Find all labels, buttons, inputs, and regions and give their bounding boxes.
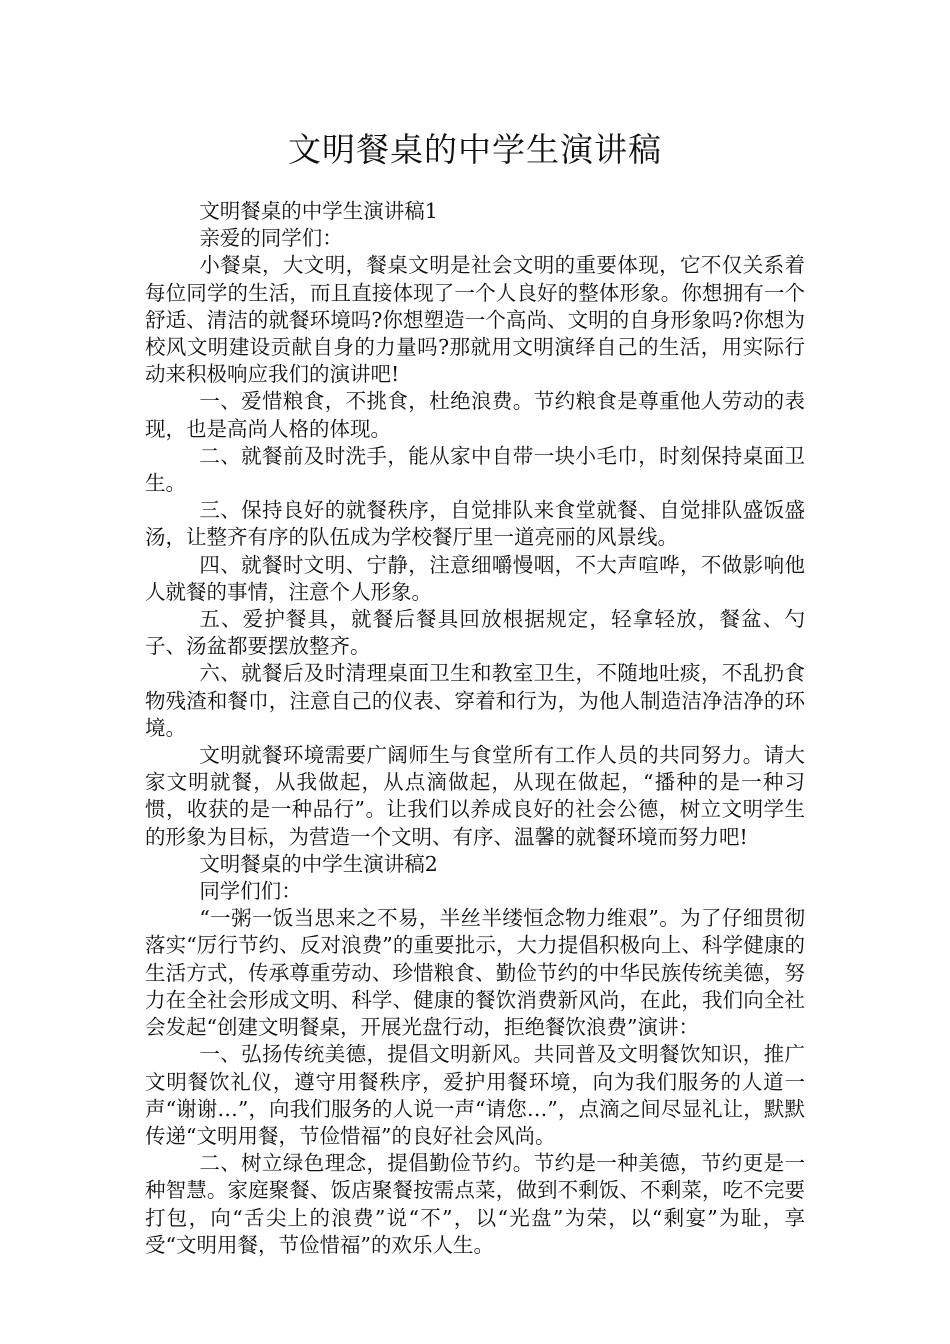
- speech-1-conclusion: 文明就餐环境需要广阔师生与食堂所有工作人员的共同努力。请大家文明就餐，从我做起，从点滴做起，从现在做起，“播种的是一种习惯，收获的是一种品行”。让我们以养成良好的社会公德，树立文明学生的形象为目标，为营造一个文明、有序、温馨的就餐环境而努力吧!: [145, 743, 805, 849]
- speech-1-point-5: 五、爱护餐具，就餐后餐具回放根据规定，轻拿轻放，餐盆、勺子、汤盆都要摆放整齐。: [145, 607, 805, 659]
- speech-1-intro-paragraph: 小餐桌，大文明，餐桌文明是社会文明的重要体现，它不仅关系着每位同学的生活，而且直接体现了一个人良好的整体形象。你想拥有一个舒适、清洁的就餐环境吗?你想塑造一个高尚、文明的自身形象吗?你想为校风文明建设贡献自身的力量吗?那就用文明演绎自己的生活，用实际行动来积极响应我们的演讲吧!: [145, 253, 805, 387]
- speech-1-point-3: 三、保持良好的就餐秩序，自觉排队来食堂就餐、自觉排队盛饭盛汤，让整齐有序的队伍成为学校餐厅里一道亮丽的风景线。: [145, 498, 805, 550]
- speech-2-salutation: 同学们们：: [199, 879, 302, 904]
- speech-1-point-4: 四、就餐时文明、宁静，注意细嚼慢咽，不大声喧哗，不做影响他人就餐的事情，注意个人形象。: [145, 552, 805, 604]
- speech-1-salutation: 亲爱的同学们：: [199, 226, 343, 251]
- document-body: [145, 198, 805, 1259]
- speech-2-heading: 文明餐桌的中学生演讲稿2: [199, 851, 438, 876]
- speech-2-intro-paragraph: “一粥一饭当思来之不易，半丝半缕恒念物力维艰”。为了仔细贯彻落实“厉行节约、反对浪费”的重要批示，大力提倡积极向上、科学健康的生活方式，传承尊重劳动、珍惜粮食、勤俭节约的中华民族传统美德，努力在全社会形成文明、科学、健康的餐饮消费新风尚，在此，我们向全社会发起“创建文明餐桌，开展光盘行动，拒绝餐饮浪费”演讲：: [145, 906, 805, 1040]
- document-title: 文明餐桌的中学生演讲稿: [288, 130, 662, 169]
- speech-2-point-1: 一、弘扬传统美德，提倡文明新风。共同普及文明餐饮知识，推广文明餐饮礼仪，遵守用餐秩序，爱护用餐环境，向为我们服务的人道一声“谢谢…”，向我们服务的人说一声“请您…”，点滴之间尽显礼让，默默传递“文明用餐，节俭惜福”的良好社会风尚。: [145, 1042, 805, 1148]
- speech-1-point-2: 二、就餐前及时洗手，能从家中自带一块小毛巾，时刻保持桌面卫生。: [145, 443, 805, 496]
- speech-1-point-6: 六、就餐后及时清理桌面卫生和教室卫生，不随地吐痰，不乱扔食物残渣和餐巾，注意自己的仪表、穿着和行为，为他人制造洁净洁净的环境。: [145, 661, 805, 740]
- speech-2-point-2: 二、树立绿色理念，提倡勤俭节约。节约是一种美德，节约更是一种智慧。家庭聚餐、饭店聚餐按需点菜，做到不剩饭、不剩菜，吃不完要打包，向“舌尖上的浪费”说“不”，以“光盘”为荣，以“剩宴”为耻，享受“文明用餐，节俭惜福”的欢乐人生。: [145, 1151, 805, 1257]
- speech-1-point-1: 一、爱惜粮食，不挑食，杜绝浪费。节约粮食是尊重他人劳动的表现，也是高尚人格的体现。: [145, 389, 805, 441]
- speech-1-heading: 文明餐桌的中学生演讲稿1: [199, 199, 438, 223]
